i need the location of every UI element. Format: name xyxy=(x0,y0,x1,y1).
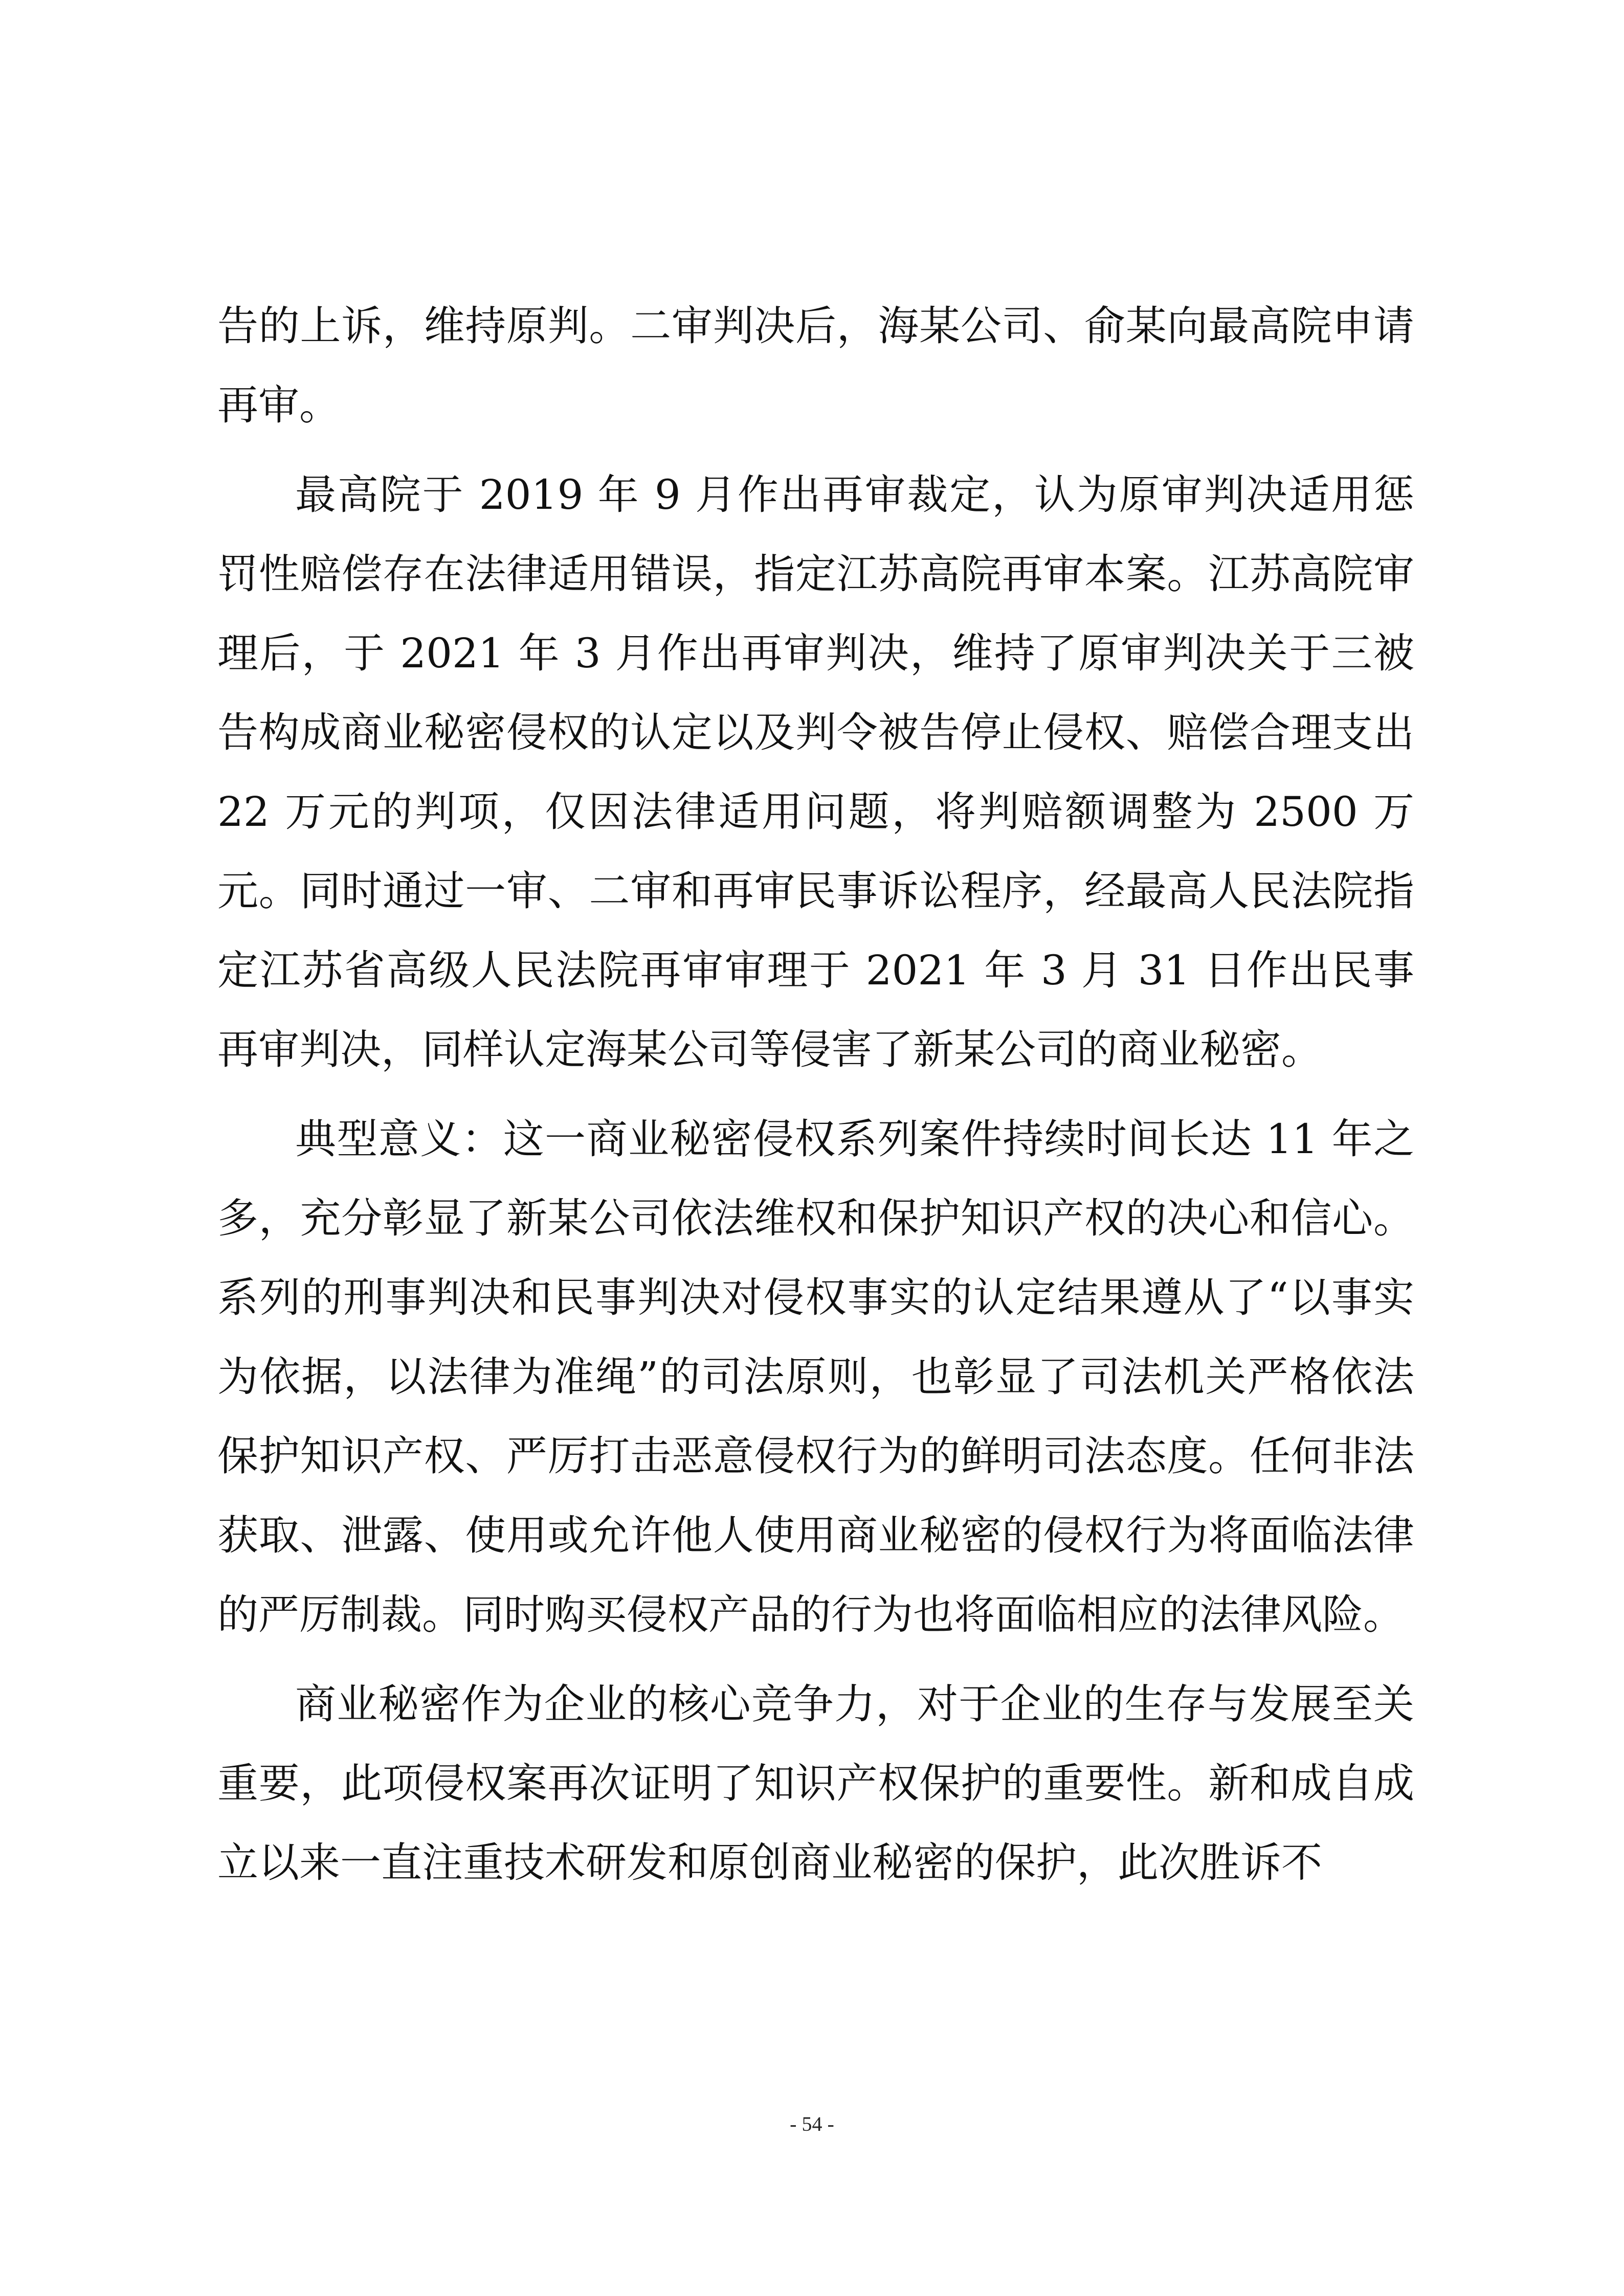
paragraph-trade-secret: 商业秘密作为企业的核心竞争力，对于企业的生存与发展至关重要，此项侵权案再次证明了知识产权保护的重要性。新和成自成立以来一直注重技术研发和原创商业秘密的保护，此次胜诉不 xyxy=(217,1680,1414,1886)
paragraph-retrial: 最高院于 2019 年 9 月作出再审裁定，认为原审判决适用惩罚性赔偿存在法律适用错误，指定江苏高院再审本案。江苏高院审理后，于 2021 年 3 月作出再审判决，维持了原审判决关于三被告构成商业秘密侵权的认定以及判令被告停止侵权、赔偿合理支出 22 万元的判项，仅因法律适用问题，将判赔额调整为 2500 万元。同时通过一审、二审和再审民事诉讼程序，经最高人民法院指定江苏省高级人民法院再审审理于 2021 年 3 月 31 日作出民事再审判决，同样认定海某公司等侵害了新某公司的商业秘密。 xyxy=(217,471,1414,1073)
body-text xyxy=(217,286,1414,1912)
paragraph-continuation: 告的上诉，维持原判。二审判决后，海某公司、俞某向最高院申请再审。 xyxy=(217,302,1414,429)
page-number: - 54 - xyxy=(790,2112,834,2135)
paragraph-significance: 典型意义：这一商业秘密侵权系列案件持续时间长达 11 年之多，充分彰显了新某公司依法维权和保护知识产权的决心和信心。系列的刑事判决和民事判决对侵权事实的认定结果遵从了“以事实为依据，以法律为准绳”的司法原则，也彰显了司法机关严格依法保护知识产权、严厉打击恶意侵权行为的鲜明司法态度。任何非法获取、泄露、使用或允许他人使用商业秘密的侵权行为将面临法律的严厉制裁。同时购买侵权产品的行为也将面临相应的法律风险。 xyxy=(217,1115,1414,1638)
